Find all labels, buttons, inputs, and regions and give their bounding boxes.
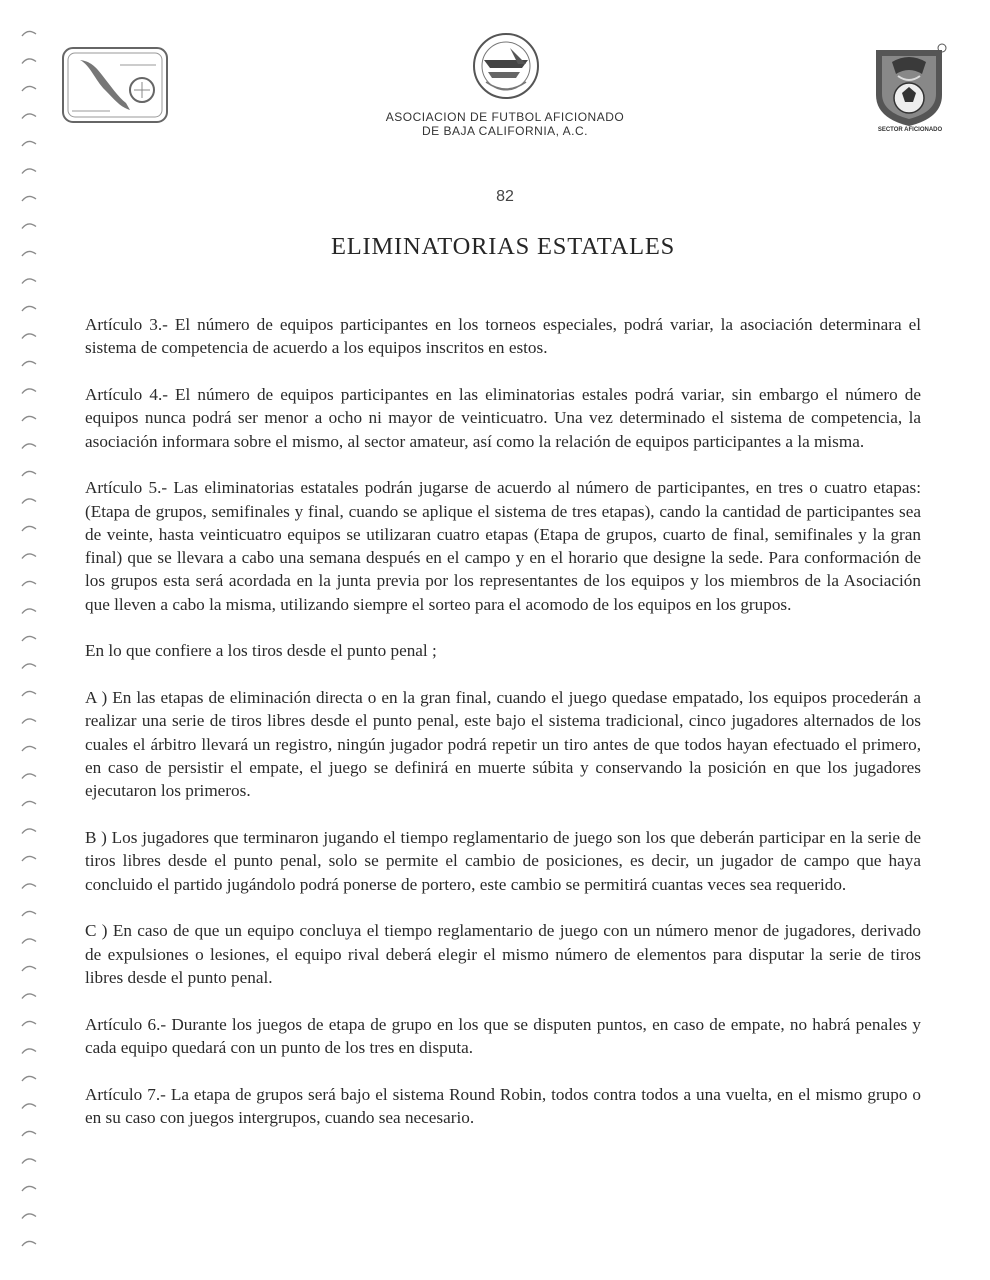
binding-ring-mark [22,31,36,36]
binding-ring-mark [22,1076,36,1081]
binding-ring-mark [22,636,36,641]
binding-ring-mark [22,361,36,366]
organization-name [330,110,680,138]
binding-ring-mark [22,444,36,449]
paragraph-text: El número de equipos participantes en los torneos especiales, podrá variar, la asociación determinara el sistema de competencia de acuerdo a los equipos inscritos en estos. [85,315,921,358]
binding-ring-mark [22,389,36,394]
paragraph-text: Los jugadores que terminaron jugando el tiempo reglamentario de juego son los que deberán participar en la serie de tiros libres desde el punto penal, solo se permite el cambio de posiciones, es decir, un jugador de campo que haya concluido el partido jugándolo podrá ponerse de portero, este cambio se permitirá cuantas veces sea requerido. [85,828,921,894]
paragraph-articulo-3 [85,313,921,360]
paragraph-text: La etapa de grupos será bajo el sistema Round Robin, todos contra todos a una vuelta, en el mismo grupo o en su caso con juegos intergrupos, cuando sea necesario. [85,1084,921,1127]
binding-ring-mark [22,306,36,311]
binding-ring-mark [22,1021,36,1026]
item-label: C ) [85,921,108,941]
binding-ring-mark [22,774,36,779]
binding-ring-mark [22,196,36,201]
binding-ring-mark [22,1104,36,1109]
binding-ring-mark [22,966,36,971]
binding-ring-mark [22,169,36,174]
paragraph-item-c [85,919,921,989]
binding-ring-mark [22,801,36,806]
binding-ring-mark [22,1214,36,1219]
article-label: Artículo 4.- [85,384,168,404]
paragraph-item-b [85,826,921,896]
article-label: Artículo 6.- [85,1014,167,1034]
paragraph-articulo-4 [85,383,921,453]
org-name-line1: ASOCIACION DE FUTBOL AFICIONADO [385,110,625,124]
binding-ring-mark [22,1186,36,1191]
binding-ring-mark [22,1241,36,1246]
binding-ring-mark [22,334,36,339]
binding-ring-mark [22,499,36,504]
binding-ring-mark [22,939,36,944]
binding-ring-mark [22,884,36,889]
federacion-logo [470,30,542,102]
binding-ring-mark [22,1131,36,1136]
binding-ring-mark [22,526,36,531]
binding-ring-mark [22,911,36,916]
binding-ring-mark [22,581,36,586]
document-title: ELIMINATORIAS ESTATALES [330,233,676,260]
page-number: 82 [496,188,514,205]
seal-caption: SECTOR AFICIONADO [877,127,943,133]
item-label: B ) [85,828,107,847]
binding-ring-mark [22,416,36,421]
binding-ring-mark [22,114,36,119]
paragraph-text: En lo que confiere a los tiros desde el punto penal ; [85,641,437,661]
item-label: A ) [85,688,108,708]
paragraph-articulo-7 [85,1083,921,1130]
paragraph-item-a [85,686,921,802]
paragraph-text: El número de equipos participantes en las eliminatorias estales podrá variar, sin embargo el número de equipos nunca podrá ser menor a ocho ni mayor de veinticuatro. Una vez determinado el sistema de competencia, la asociación informara sobre el mismo, al sector amateur, así como la relación de equipos participantes a la misma. [85,384,921,451]
paragraph-penal-intro [85,639,921,662]
sector-aficionado-seal [868,40,950,136]
binding-ring-mark [22,1049,36,1054]
binding-ring-mark [22,471,36,476]
article-label: Artículo 7.- [85,1084,166,1104]
binding-ring-mark [22,829,36,834]
paragraph-text: Durante los juegos de etapa de grupo en los que se disputen puntos, en caso de empate, no habrá penales y cada equipo quedará con un punto de los tres en disputa. [85,1014,921,1057]
paragraph-text: En caso de que un equipo concluya el tiempo reglamentario de juego con un número menor de jugadores, derivado de expulsiones o lesiones, el equipo rival deberá elegir el mismo número de elementos para disputar la serie de tiros libres desde el punto penal. [85,921,922,987]
org-name-line2: DE BAJA CALIFORNIA, A.C. [421,124,589,138]
binding-ring-mark [22,719,36,724]
binding-ring-mark [22,59,36,64]
binding-ring-mark [22,1159,36,1164]
binding-ring-mark [22,994,36,999]
paragraph-text: Las eliminatorias estatales podrán jugarse de acuerdo al número de participantes, en tres o cuatro etapas: (Etapa de grupos, semifinales y final, cuando se aplique el sistema de tres etapas), cando la cantidad de participantes sea de veinte, hasta veinticuatro equipos se utilizaran cuatro etapas (Etapa de grupos, cuarto de final, semifinales y la gran final) que se llevara a cabo una semana después en el campo y en el horario que designe la sede. Para conformación de los grupos esta será acordada en la junta previa por los representantes de los equipos y los miembros de la Asociación que lleven a cabo la misma, utilizando siempre el sorteo para el acomodo de los equipos en los grupos. [85,478,921,614]
article-label: Artículo 5.- [85,478,168,498]
paragraph-text: En las etapas de eliminación directa o en la gran final, cuando el juego quedase empatado, los equipos procederán a realizar una serie de tiros libres desde el punto penal, este bajo el sistema tradicional, cinco jugadores alternados de los cuales el árbitro llevará un registro, ningún jugador podrá repetir un tiro antes de que todos hayan efectuado el primero, en caso de persistir el empate, el juego se definirá en muerte súbita y conservando la posición en que los jugadores ejecutaron los primeros. [85,688,921,801]
binding-ring-mark [22,86,36,91]
binding-rings [0,20,40,1270]
article-label: Artículo 3.- [85,315,168,334]
binding-ring-mark [22,691,36,696]
document-body [85,313,921,1153]
binding-ring-mark [22,664,36,669]
paragraph-articulo-5 [85,476,921,616]
baja-california-logo [60,45,170,125]
binding-ring-mark [22,609,36,614]
binding-ring-mark [22,224,36,229]
binding-ring-mark [22,554,36,559]
binding-ring-mark [22,141,36,146]
binding-ring-mark [22,856,36,861]
binding-ring-mark [22,746,36,751]
binding-ring-mark [22,279,36,284]
paragraph-articulo-6 [85,1013,921,1060]
